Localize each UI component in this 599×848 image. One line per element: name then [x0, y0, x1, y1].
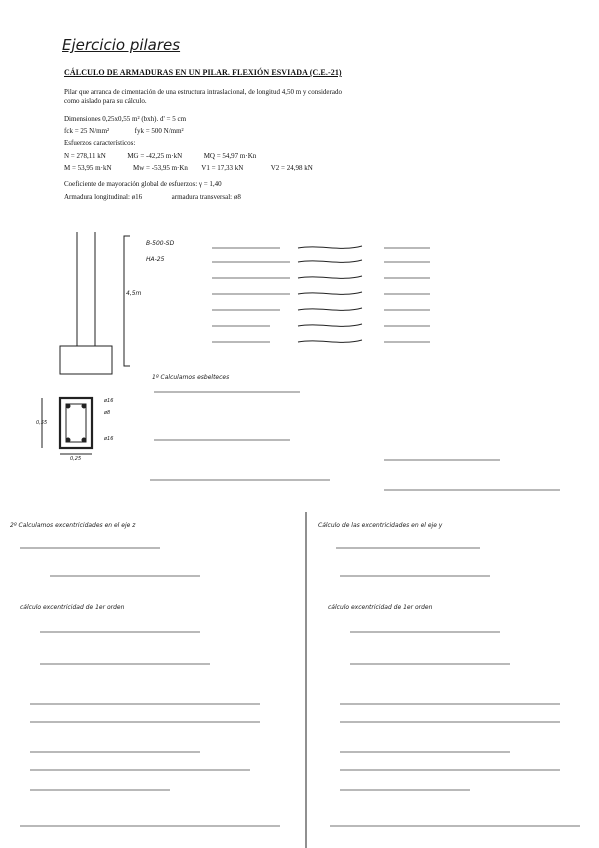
force-arrow	[298, 340, 362, 342]
longitudinal-rebar: Armadura longitudinal: ø16	[64, 193, 143, 201]
fyk-value: fyk = 500 N/mm²	[134, 127, 184, 135]
dimensions-text: Dimensiones 0,25x0,55 m² (bxh). d' = 5 cm	[64, 115, 187, 123]
force-arrow	[298, 246, 362, 248]
length-note: 4,5m	[126, 290, 142, 297]
force-arrow	[298, 292, 362, 294]
section-width-label: 0,25	[70, 456, 82, 462]
force-arrow	[298, 260, 362, 262]
steel-grade-note: B-500-SD	[146, 240, 175, 247]
transverse-rebar: armadura transversal: ø8	[171, 193, 241, 201]
document-title: CÁLCULO DE ARMADURAS EN UN PILAR. FLEXIÓN ESVIADA (C.E.-21)	[64, 68, 342, 77]
rebar-dot	[82, 438, 86, 442]
axial-force: N = 278,11 kN	[64, 152, 106, 160]
force-arrow	[298, 308, 362, 310]
force-arrow	[298, 276, 362, 278]
force-arrow	[298, 324, 362, 326]
load-factor: Coeficiente de mayoración global de esfuerzos: γ = 1,40	[64, 180, 222, 188]
moment-w: Mw = -53,95 m·Kn	[133, 164, 188, 172]
problem-statement: Pilar que arranca de cimentación de una estructura intraslacional, de longitud 4,50 m y considerado como aislado para su cálculo.	[64, 88, 342, 105]
page-heading: Ejercicio pilares	[62, 36, 181, 54]
bar-label-bottom: ø16	[104, 436, 114, 442]
section-height-label: 0,55	[36, 420, 48, 426]
step-eccentricity-y: Cálculo de las excentricidades en el eje y	[318, 522, 443, 529]
shear-v1: V1 = 17,33 kN	[201, 164, 244, 172]
moment-m: M = 53,95 m·kN	[64, 164, 112, 172]
shear-v2: V2 = 24,98 kN	[270, 164, 313, 172]
rebar-dot	[66, 438, 70, 442]
efforts-label: Esfuerzos característicos:	[64, 139, 136, 147]
rebar-dot	[66, 404, 70, 408]
first-order-left: cálculo excentricidad de 1er orden	[20, 604, 125, 611]
fck-value: fck = 25 N/mm²	[64, 127, 110, 135]
rebar-dot	[82, 404, 86, 408]
moment-g: MG = -42,25 m·kN	[127, 152, 183, 160]
step-slenderness: 1º Calculamos esbelteces	[152, 374, 230, 381]
section-outline	[60, 398, 92, 448]
footing	[60, 346, 112, 374]
bar-label-top: ø16	[104, 398, 114, 404]
bar-label-stirrup: ø8	[104, 410, 111, 416]
stirrup	[66, 404, 86, 442]
concrete-grade-note: HA-25	[146, 256, 165, 263]
height-bracket	[124, 236, 130, 366]
step-eccentricity-z: 2º Calculamos excentricidades en el eje z	[10, 522, 136, 529]
first-order-right: cálculo excentricidad de 1er orden	[328, 604, 433, 611]
moment-q: MQ = 54,97 m·Kn	[203, 152, 257, 160]
